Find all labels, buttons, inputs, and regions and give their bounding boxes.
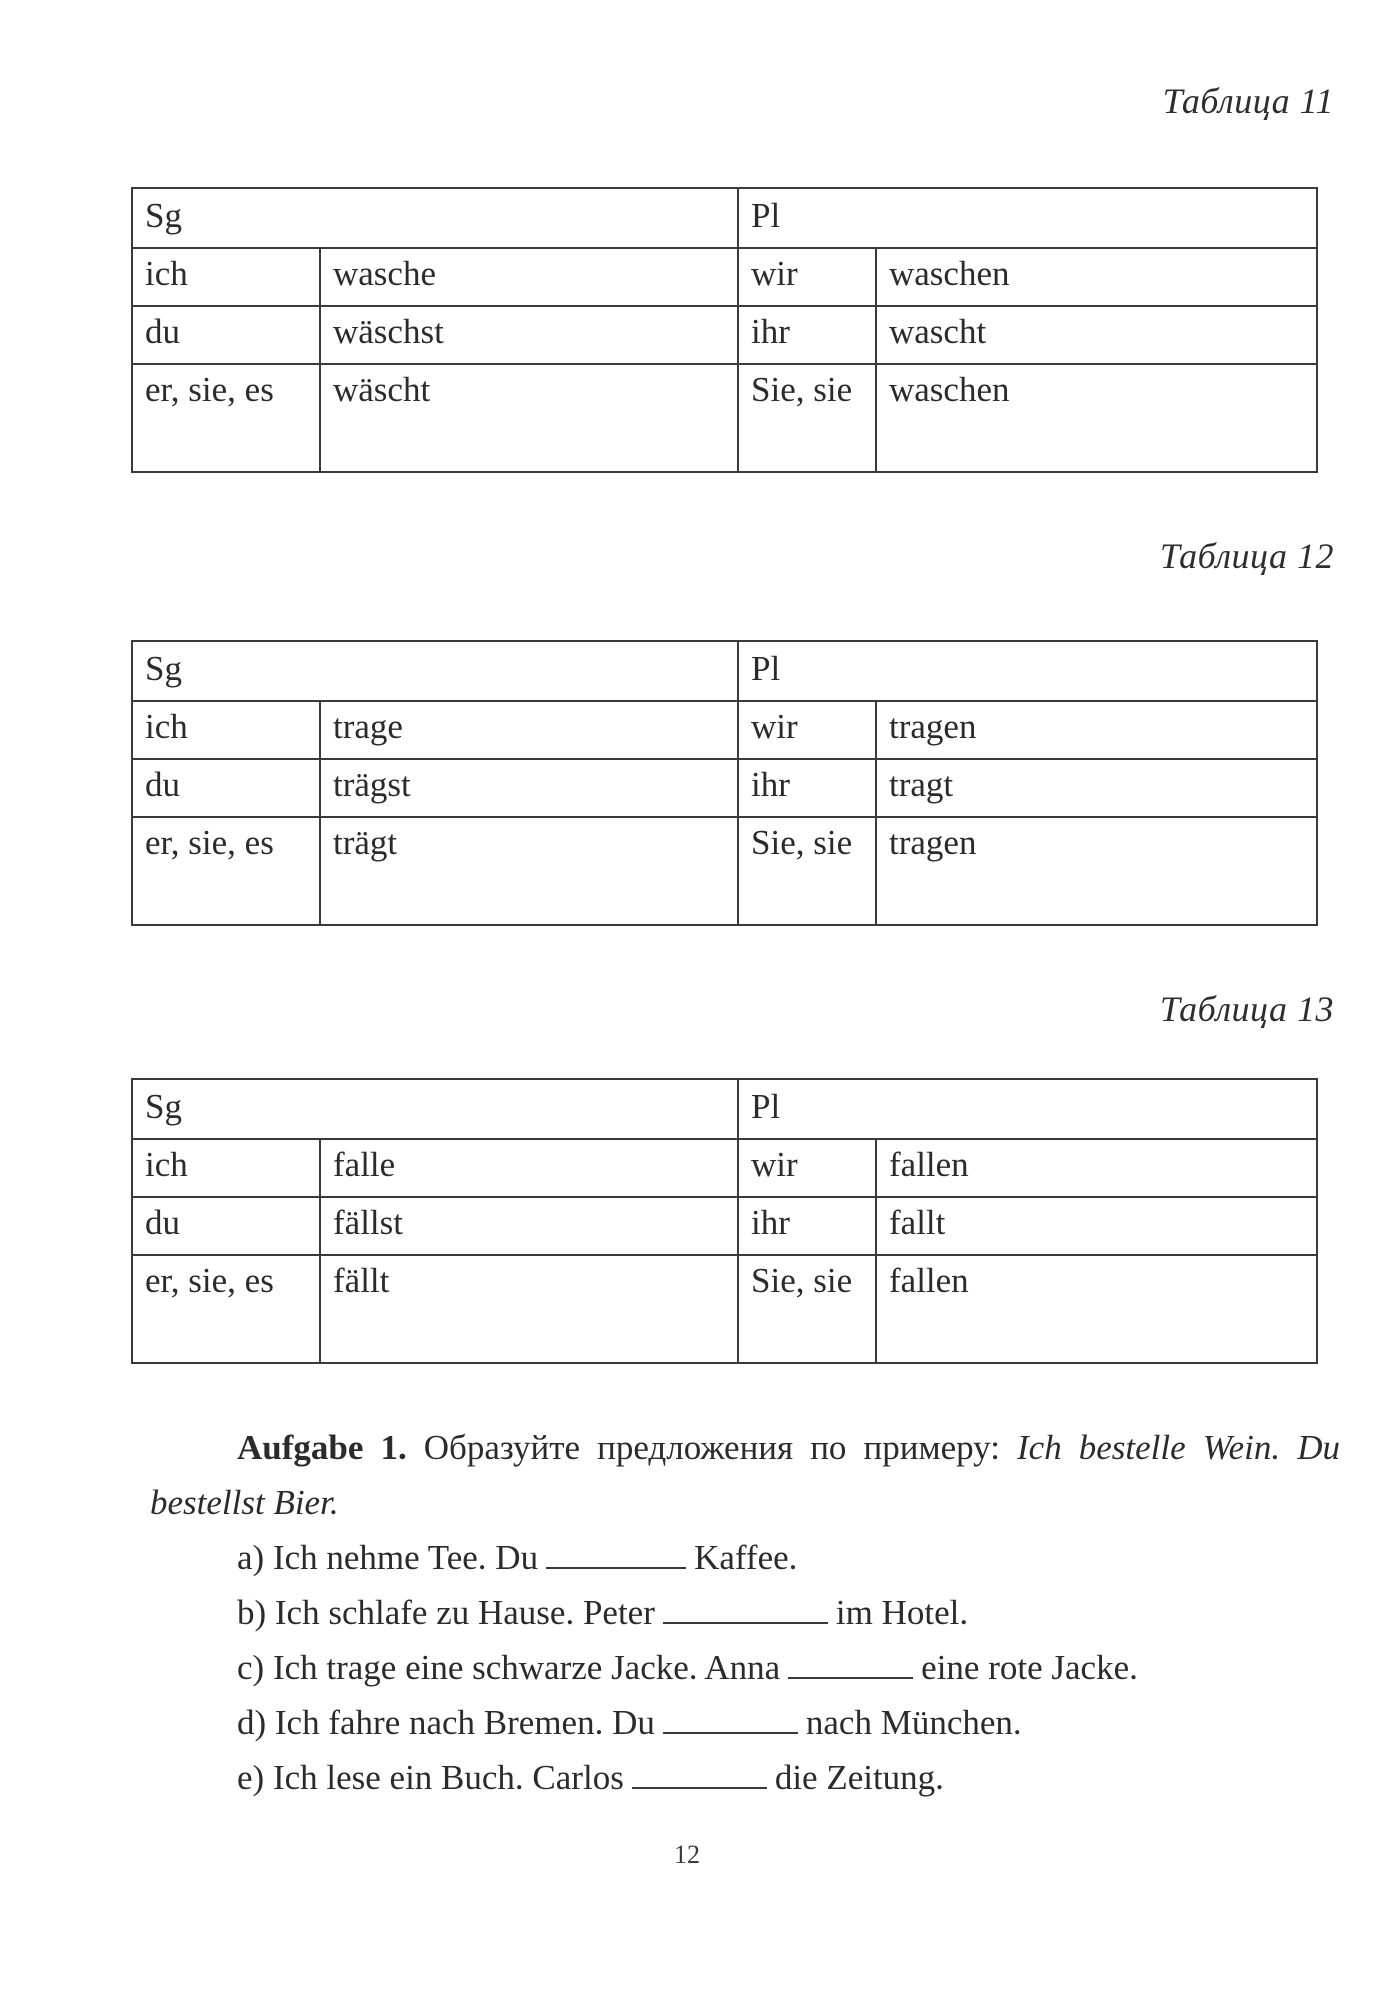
exercise-items <box>150 1530 1340 1805</box>
verb-form-cell: fällst <box>320 1197 738 1255</box>
exercise-item <box>237 1750 1340 1805</box>
table-row <box>132 1197 1317 1255</box>
verb-form-cell: trägst <box>320 759 738 817</box>
item-text-after: nach München. <box>805 1703 1022 1742</box>
fill-in-blank[interactable] <box>663 1592 828 1624</box>
table-row <box>132 817 1317 925</box>
pronoun-cell: Sie, sie <box>738 364 876 472</box>
fill-in-blank[interactable] <box>663 1702 798 1734</box>
table-row <box>132 701 1317 759</box>
pronoun-cell: ich <box>132 1139 320 1197</box>
verb-form-cell: falle <box>320 1139 738 1197</box>
example-text: Ich bestelle Wein. Du bestellst Bier. <box>150 1428 1340 1522</box>
pronoun-cell: du <box>132 306 320 364</box>
page-number: 12 <box>674 1840 700 1869</box>
table-row <box>132 759 1317 817</box>
header-plural: Pl <box>738 641 1317 701</box>
table-caption: Таблица 11 <box>1162 81 1334 121</box>
verb-form-cell: trägt <box>320 817 738 925</box>
table-row <box>132 364 1317 472</box>
exercise-instruction <box>150 1420 1340 1530</box>
exercise-label: Aufgabe 1. <box>237 1428 407 1467</box>
instruction-text: Образуйте предложения по примеру: <box>423 1428 1000 1467</box>
item-text-after: Kaffee. <box>694 1538 798 1577</box>
header-singular: Sg <box>132 188 738 248</box>
pronoun-cell: er, sie, es <box>132 1255 320 1363</box>
exercise-block <box>150 1420 1340 1805</box>
pronoun-cell: ich <box>132 701 320 759</box>
item-text-before: c) Ich trage eine schwarze Jacke. Anna <box>237 1648 781 1687</box>
header-plural: Pl <box>738 188 1317 248</box>
pronoun-cell: ihr <box>738 759 876 817</box>
pronoun-cell: ihr <box>738 1197 876 1255</box>
item-text-after: eine rote Jacke. <box>921 1648 1138 1687</box>
fill-in-blank[interactable] <box>788 1647 913 1679</box>
pronoun-cell: er, sie, es <box>132 364 320 472</box>
verb-form-cell: trage <box>320 701 738 759</box>
pronoun-cell: du <box>132 759 320 817</box>
verb-form-cell: tragen <box>876 701 1317 759</box>
pronoun-cell: Sie, sie <box>738 1255 876 1363</box>
verb-form-cell: fallen <box>876 1255 1317 1363</box>
table-row <box>132 1139 1317 1197</box>
header-singular: Sg <box>132 1079 738 1139</box>
verb-form-cell: waschen <box>876 364 1317 472</box>
header-plural: Pl <box>738 1079 1317 1139</box>
pronoun-cell: du <box>132 1197 320 1255</box>
verb-form-cell: fallt <box>876 1197 1317 1255</box>
conjugation-table <box>131 1078 1318 1364</box>
verb-form-cell: fallen <box>876 1139 1317 1197</box>
item-text-before: e) Ich lese ein Buch. Carlos <box>237 1758 624 1797</box>
exercise-item <box>237 1640 1340 1695</box>
pronoun-cell: ihr <box>738 306 876 364</box>
pronoun-cell: ich <box>132 248 320 306</box>
item-text-after: die Zeitung. <box>774 1758 944 1797</box>
pronoun-cell: Sie, sie <box>738 817 876 925</box>
verb-form-cell: tragt <box>876 759 1317 817</box>
table-caption: Таблица 12 <box>1159 536 1334 576</box>
verb-form-cell: waschen <box>876 248 1317 306</box>
pronoun-cell: wir <box>738 1139 876 1197</box>
verb-form-cell: tragen <box>876 817 1317 925</box>
table-row <box>132 248 1317 306</box>
item-text-before: d) Ich fahre nach Bremen. Du <box>237 1703 655 1742</box>
exercise-item <box>237 1585 1340 1640</box>
verb-form-cell: wäscht <box>320 364 738 472</box>
table-caption: Таблица 13 <box>1159 989 1334 1029</box>
verb-form-cell: wäschst <box>320 306 738 364</box>
item-text-before: b) Ich schlafe zu Hause. Peter <box>237 1593 655 1632</box>
table-row <box>132 306 1317 364</box>
header-singular: Sg <box>132 641 738 701</box>
item-text-before: a) Ich nehme Tee. Du <box>237 1538 539 1577</box>
verb-form-cell: wascht <box>876 306 1317 364</box>
fill-in-blank[interactable] <box>546 1537 686 1569</box>
pronoun-cell: er, sie, es <box>132 817 320 925</box>
pronoun-cell: wir <box>738 248 876 306</box>
pronoun-cell: wir <box>738 701 876 759</box>
table-row <box>132 1255 1317 1363</box>
fill-in-blank[interactable] <box>632 1757 767 1789</box>
conjugation-table <box>131 640 1318 926</box>
exercise-item <box>237 1695 1340 1750</box>
exercise-item <box>237 1530 1340 1585</box>
verb-form-cell: wasche <box>320 248 738 306</box>
verb-form-cell: fällt <box>320 1255 738 1363</box>
conjugation-table <box>131 187 1318 473</box>
item-text-after: im Hotel. <box>835 1593 969 1632</box>
